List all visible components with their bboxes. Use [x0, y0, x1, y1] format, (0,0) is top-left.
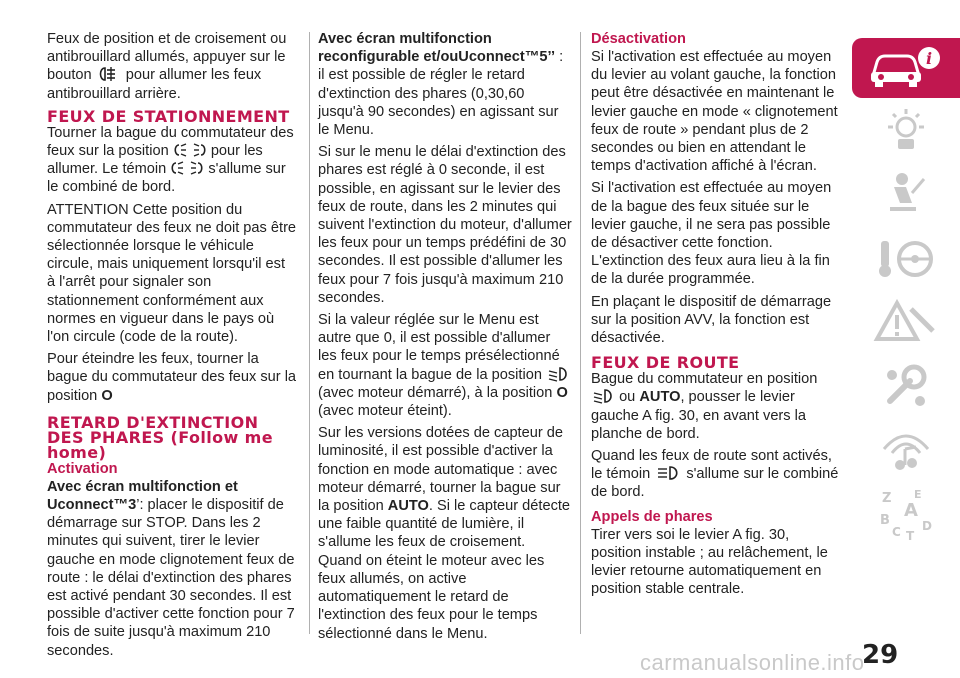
paragraph: [591, 370, 841, 443]
text: (avec moteur éteint).: [318, 403, 452, 420]
index-letters-icon: [876, 486, 936, 547]
parking-lights-telltale-icon: [170, 160, 204, 176]
index-letter: T: [906, 528, 915, 542]
section-heading-route: FEUX DE ROUTE: [591, 353, 740, 373]
position-label: AUTO: [639, 389, 681, 406]
low-beam-icon: [591, 388, 615, 404]
page-number: 29: [862, 640, 899, 670]
column-divider: [580, 32, 581, 634]
tab-seat-safety[interactable]: [852, 166, 960, 226]
paragraph: [591, 447, 841, 502]
tab-dashboard-lights[interactable]: [852, 102, 960, 162]
paragraph: [318, 30, 573, 139]
subheading-desactivation: Désactivation: [591, 31, 686, 47]
paragraph: ATTENTION Cette position du commutateur des feux ne doit pas être sélectionnée lorsque le véhicule circule, mais uniquement lorsqu'il est à l'arrêt pour signaler son stationnement conformément aux normes en vigueur dans le pays où l'on circule (code de la route).: [47, 201, 297, 346]
paragraph: [318, 311, 573, 420]
subheading-appels: Appels de phares: [591, 508, 713, 525]
bold-text: Avec écran multifonction reconfigurable et/ouUconnect™5’’: [318, 31, 556, 66]
text: . Si le capteur détecte une faible quantité de lumière, il s'allume les feux de croisement. Quand on éteint le moteur avec les feux allumés, on active automatiquement le retard de l'extinction des feux pour le temps sélectionné dans le Menu.: [318, 498, 571, 642]
text: ’: placer le dispositif de démarrage sur STOP. Dans les 2 minutes qui suivent, tirer le levier gauche en mode clignotement feux de route : le délai d'extinction des phares est activé pendant 30 secondes. Il est possible d'activer cette fonction pour 7 fois de suite jusqu'à maximum 210 secondes.: [47, 497, 295, 659]
tab-maintenance[interactable]: [852, 358, 960, 418]
chapter-sidebar: [852, 38, 960, 550]
column-3: [591, 30, 841, 602]
position-label: AUTO: [387, 498, 429, 515]
watermark: carmanualsonline.info: [640, 650, 865, 675]
text: Bague du commutateur en position: [591, 371, 818, 388]
bold-text: Avec écran multifonction et Uconnect™3: [47, 478, 238, 514]
subheading-activation: Activation: [47, 460, 118, 477]
paragraph: [47, 350, 297, 405]
paragraph: Si l'activation est effectuée au moyen de la bague des feux située sur le levier gauche, il ne sera pas possible de désactiver cette fonction. L'extinction des feux aura lieu à la fin de la durée programmée.: [591, 180, 832, 288]
text: (avec moteur démarré), à la position: [318, 384, 553, 401]
paragraph: [47, 124, 297, 197]
svg-text:i: i: [925, 48, 933, 68]
text: Feux de position et de croisement ou antibrouillard allumés, appuyer sur le bouton: [47, 31, 287, 84]
text: s'allume sur le combiné de bord.: [591, 466, 839, 501]
paragraph: En plaçant le dispositif de démarrage sur la position AVV, la fonction est désactivée.: [591, 293, 832, 347]
tab-multimedia[interactable]: [852, 422, 960, 482]
index-letter: D: [922, 518, 932, 533]
high-beam-telltale-icon: [654, 465, 682, 481]
paragraph: Si sur le menu le délai d'extinction des phares est réglé à 0 seconde, il est possible, en agissant sur le levier des feux de route, dans les 2 minutes qui suivent l'extinction du moteur, d'allumer les feux pour un temps prédéfini de 30 secondes. Il est possible d'allumer les feux pour 7 fois jusqu'à maximum 210 secondes.: [318, 144, 572, 306]
position-label: O: [556, 384, 568, 401]
text: s'allume sur le combiné de bord.: [47, 161, 286, 196]
tab-key-steering[interactable]: [852, 230, 960, 290]
multimedia-icon: [876, 425, 936, 480]
column-divider: [309, 32, 310, 634]
paragraph: Tirer vers soi le levier A fig. 30, position instable ; au relâchement, le levier retourne automatiquement en position stable centrale.: [591, 526, 828, 598]
wrench-icon: [876, 361, 936, 416]
low-beam-icon: [546, 366, 570, 382]
seat-safety-icon: [876, 169, 936, 224]
text: : il est possible de régler le retard d'extinction des phares (0,30,60 jusqu'à 90 secondes) en agissant sur le Menu.: [318, 49, 564, 139]
text: pour les allumer. Le témoin: [47, 143, 263, 178]
paragraph: Si l'activation est effectuée au moyen du levier au volant gauche, la fonction peut être désactivée en maintenant le levier gauche en mode « clignotement feux de route » pendant plus de 2 secondes ou bien en attendant le temps d'activation affiché à l'écran.: [591, 49, 838, 175]
text: ou: [619, 389, 636, 406]
dashboard-lights-icon: [876, 105, 936, 160]
text: pour allumer les feux antibrouillard arrière.: [47, 67, 262, 102]
tab-index[interactable]: [852, 486, 960, 546]
paragraph: [47, 30, 297, 103]
index-letter: E: [914, 487, 922, 501]
column-1: [47, 30, 297, 664]
key-steering-icon: [871, 233, 941, 288]
tab-warning[interactable]: [852, 294, 960, 354]
position-label: O: [101, 387, 113, 404]
tab-car-info[interactable]: [852, 38, 960, 98]
paragraph: [47, 478, 297, 660]
text: Tourner la bague du commutateur des feux sur la position: [47, 124, 294, 160]
section-heading-stationnement: FEUX DE STATIONNEMENT: [47, 106, 290, 126]
parking-lights-icon: [173, 142, 207, 158]
section-heading-retard: RETARD D'EXTINCTION DES PHARES (Follow me home): [47, 412, 273, 462]
text: , pousser le levier gauche A fig. 30, en avant vers la planche de bord.: [591, 389, 807, 442]
column-2: [318, 30, 573, 647]
text: Quand les feux de route sont activés, le témoin: [591, 448, 832, 483]
index-letter: C: [892, 524, 901, 539]
warning-triangle-icon: [871, 297, 941, 352]
paragraph: [318, 424, 573, 642]
index-letter: Z: [882, 490, 892, 506]
text: Sur les versions dotées de capteur de luminosité, il est possible d'activer la fonction en mode automatique : avec moteur démarré, tourner la bague sur la position: [318, 425, 563, 515]
rear-fog-light-icon: [96, 66, 122, 82]
text: Pour éteindre les feux, tourner la bague du commutateur des feux sur la position: [47, 351, 297, 404]
index-letter: B: [880, 512, 890, 528]
car-info-icon: [867, 42, 945, 95]
index-letter: A: [904, 499, 918, 521]
text: Si la valeur réglée sur le Menu est autre que 0, il est possible d'allumer les feux pour le temps présélectionné en tournant la bague de la position: [318, 312, 560, 383]
